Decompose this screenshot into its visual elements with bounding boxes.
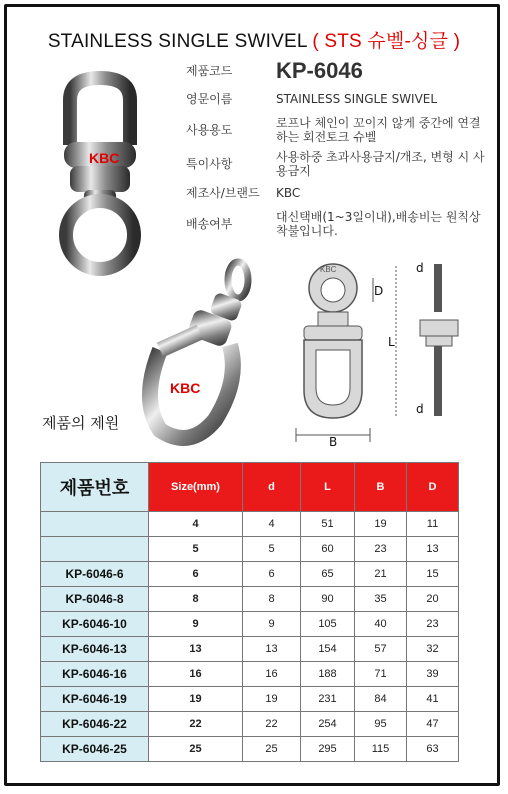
cell-model: KP-6046-10 [41, 612, 149, 637]
cell-d-upper: 47 [407, 712, 459, 737]
table-caption: 제품번호 [41, 463, 149, 512]
ring-text: KBC [320, 265, 337, 274]
product-photo-swivel-angled [120, 250, 270, 450]
cell-d: 4 [243, 512, 301, 537]
cell-d: 19 [243, 687, 301, 712]
table-row [41, 737, 459, 762]
title-sub: ( STS 슈벨-싱글 ) [312, 31, 461, 52]
cell-d: 25 [243, 737, 301, 762]
cell-model: KP-6046-22 [41, 712, 149, 737]
table-header-row [41, 463, 459, 512]
cell-d-upper: 11 [407, 512, 459, 537]
cell-l: 51 [301, 512, 355, 537]
table-row [41, 562, 459, 587]
cell-size: 4 [149, 512, 243, 537]
cell-size: 5 [149, 537, 243, 562]
cell-model: KP-6046-13 [41, 637, 149, 662]
info-row-code: 제품코드 KP-6046 [186, 58, 486, 84]
col-header-L: L [301, 463, 355, 512]
info-row-brand: 제조사/브랜드 KBC [186, 186, 301, 200]
table-row [41, 637, 459, 662]
section-label-specs: 제품의 제원 [42, 414, 120, 432]
label-D: D [374, 284, 384, 298]
table-row [41, 612, 459, 637]
label-d-top: d [416, 261, 424, 275]
cell-l: 188 [301, 662, 355, 687]
technical-drawing [288, 250, 478, 450]
label-d-bottom: d [416, 402, 424, 416]
col-header-D: D [407, 463, 459, 512]
table-row [41, 537, 459, 562]
table-row [41, 687, 459, 712]
cell-size: 16 [149, 662, 243, 687]
cell-l: 90 [301, 587, 355, 612]
cell-l: 65 [301, 562, 355, 587]
cell-b: 21 [355, 562, 407, 587]
cell-size: 8 [149, 587, 243, 612]
cell-b: 115 [355, 737, 407, 762]
table-row [41, 512, 459, 537]
title-main: STAINLESS SINGLE SWIVEL [47, 31, 307, 52]
table-row [41, 712, 459, 737]
cell-l: 295 [301, 737, 355, 762]
cell-model: KP-6046-8 [41, 587, 149, 612]
cell-b: 84 [355, 687, 407, 712]
info-row-english-name: 영문이름 STAINLESS SINGLE SWIVEL [186, 92, 438, 106]
cell-model: KP-6046-6 [41, 562, 149, 587]
cell-size: 6 [149, 562, 243, 587]
table-row [41, 662, 459, 687]
page-title [0, 26, 508, 53]
cell-d: 6 [243, 562, 301, 587]
col-header-size: Size(mm) [149, 463, 243, 512]
cell-l: 60 [301, 537, 355, 562]
cell-model [41, 537, 149, 562]
cell-l: 231 [301, 687, 355, 712]
cell-d: 5 [243, 537, 301, 562]
cell-d-upper: 63 [407, 737, 459, 762]
brand-mark-kbc: KBC [89, 150, 120, 166]
cell-d: 8 [243, 587, 301, 612]
cell-d: 13 [243, 637, 301, 662]
info-row-shipping: 배송여부 대신택배(1~3일이내),배송비는 원칙상 착불입니다. [186, 210, 481, 238]
cell-l: 254 [301, 712, 355, 737]
spec-table [40, 462, 459, 762]
cell-b: 23 [355, 537, 407, 562]
cell-model: KP-6046-16 [41, 662, 149, 687]
info-row-notes: 특이사항 사용하중 초과사용금지/개조, 변형 시 사용금지 [186, 150, 485, 178]
cell-model: KP-6046-19 [41, 687, 149, 712]
cell-b: 35 [355, 587, 407, 612]
label-L: L [388, 335, 395, 349]
cell-d-upper: 39 [407, 662, 459, 687]
info-row-usage: 사용용도 로프나 체인이 꼬이지 않게 중간에 연결하는 회전토크 슈벨 [186, 116, 481, 144]
cell-size: 19 [149, 687, 243, 712]
cell-model [41, 512, 149, 537]
table-row [41, 587, 459, 612]
cell-d-upper: 23 [407, 612, 459, 637]
cell-b: 19 [355, 512, 407, 537]
cell-d-upper: 20 [407, 587, 459, 612]
cell-d-upper: 41 [407, 687, 459, 712]
cell-b: 95 [355, 712, 407, 737]
cell-size: 22 [149, 712, 243, 737]
brand-mark-kbc-2: KBC [170, 380, 201, 396]
cell-size: 13 [149, 637, 243, 662]
cell-d-upper: 32 [407, 637, 459, 662]
cell-model: KP-6046-25 [41, 737, 149, 762]
cell-l: 105 [301, 612, 355, 637]
col-header-B: B [355, 463, 407, 512]
product-code: KP-6046 [276, 58, 363, 83]
cell-b: 71 [355, 662, 407, 687]
col-header-d: d [243, 463, 301, 512]
cell-d-upper: 15 [407, 562, 459, 587]
cell-d: 22 [243, 712, 301, 737]
cell-d: 9 [243, 612, 301, 637]
cell-l: 154 [301, 637, 355, 662]
product-info [186, 58, 486, 238]
label-B: B [329, 435, 338, 449]
cell-size: 9 [149, 612, 243, 637]
cell-b: 40 [355, 612, 407, 637]
cell-d-upper: 13 [407, 537, 459, 562]
cell-d: 16 [243, 662, 301, 687]
cell-b: 57 [355, 637, 407, 662]
cell-size: 25 [149, 737, 243, 762]
